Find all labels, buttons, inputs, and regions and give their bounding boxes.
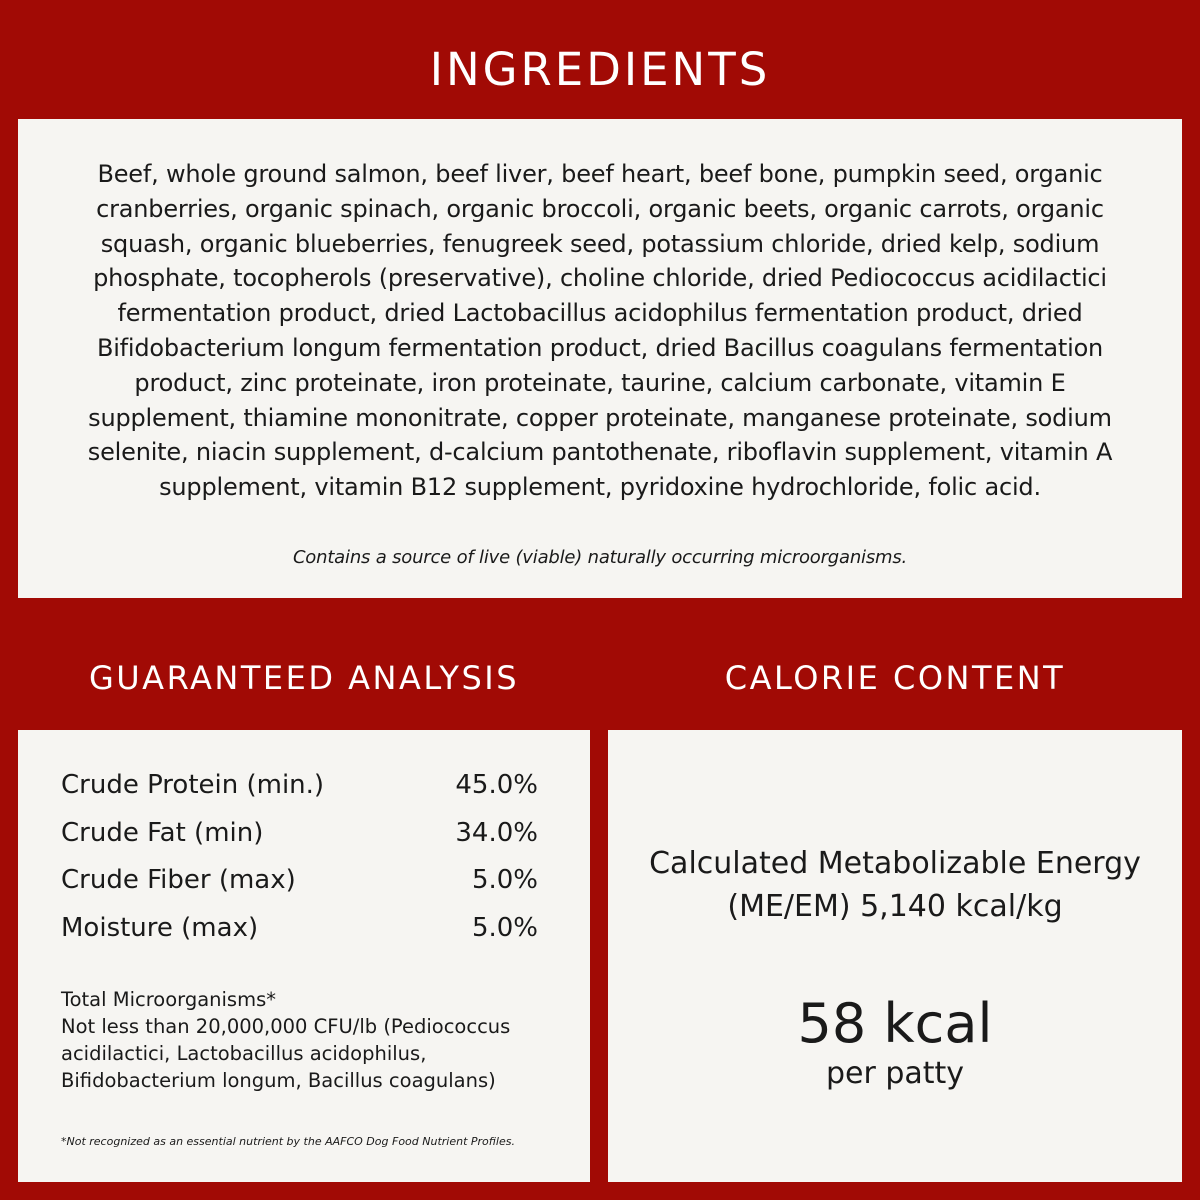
ingredients-text: Beef, whole ground salmon, beef liver, beef heart, beef bone, pumpkin seed, organic cranberries, organic spinach, organic broccoli, organic beets, organic carrots, organic squash, organic blueberries, fenugreek seed, potassium chloride, dried kelp, sodium phosphate, tocopherols (preservative), choline chloride, dried Pediococcus acidilactici fermentation product, dried Lactobacillus acidophilus fermentation product, dried Bifidobacterium longum fermentation product, dried Bacillus coagulans fermentation product, zinc proteinate, iron proteinate, taurine, calcium carbonate, vitamin E supplement, thiamine mononitrate, copper proteinate, manganese proteinate, sodium selenite, niacin supplement, d-calcium pantothenate, riboflavin supplement, vitamin A supplement, vitamin B12 supplement, pyridoxine hydrochloride, folic acid.	[87, 160, 1113, 502]
kcal-per-patty-value: 58 kcal	[797, 992, 993, 1055]
analysis-row-protein	[61, 765, 538, 805]
analysis-row-moisture	[61, 908, 538, 948]
per-patty-label: per patty	[825, 1056, 965, 1091]
analysis-value: 5.0%	[471, 865, 538, 895]
analysis-label: Crude Protein (min.)	[61, 770, 325, 800]
guaranteed-analysis-title: GUARANTEED ANALYSIS	[88, 659, 520, 697]
analysis-label: Crude Fat (min)	[61, 818, 264, 848]
ingredients-panel	[18, 119, 1182, 598]
microorganisms-text: Total Microorganisms* Not less than 20,000,000 CFU/lb (Pediococcus acidilactici, Lactobacillus acidophilus, Bifidobacterium longum, Bacillus coagulans)	[61, 988, 511, 1092]
analysis-row-fiber	[61, 860, 538, 900]
analysis-label: Crude Fiber (max)	[61, 865, 296, 895]
analysis-value: 34.0%	[455, 818, 538, 848]
metabolizable-energy-text: Calculated Metabolizable Energy (ME/EM) 5,140 kcal/kg	[649, 846, 1141, 924]
analysis-row-fat	[61, 813, 538, 853]
ingredients-title: INGREDIENTS	[429, 43, 771, 96]
analysis-value: 5.0%	[471, 913, 538, 943]
calorie-content-panel	[608, 730, 1182, 1182]
analysis-value: 45.0%	[455, 770, 538, 800]
ingredients-note: Contains a source of live (viable) naturally occurring microorganisms.	[292, 547, 908, 568]
guaranteed-analysis-panel	[18, 730, 590, 1182]
aafco-footnote: *Not recognized as an essential nutrient by the AAFCO Dog Food Nutrient Profiles.	[61, 1135, 515, 1148]
calorie-content-title: CALORIE CONTENT	[724, 659, 1066, 697]
analysis-label: Moisture (max)	[61, 913, 259, 943]
